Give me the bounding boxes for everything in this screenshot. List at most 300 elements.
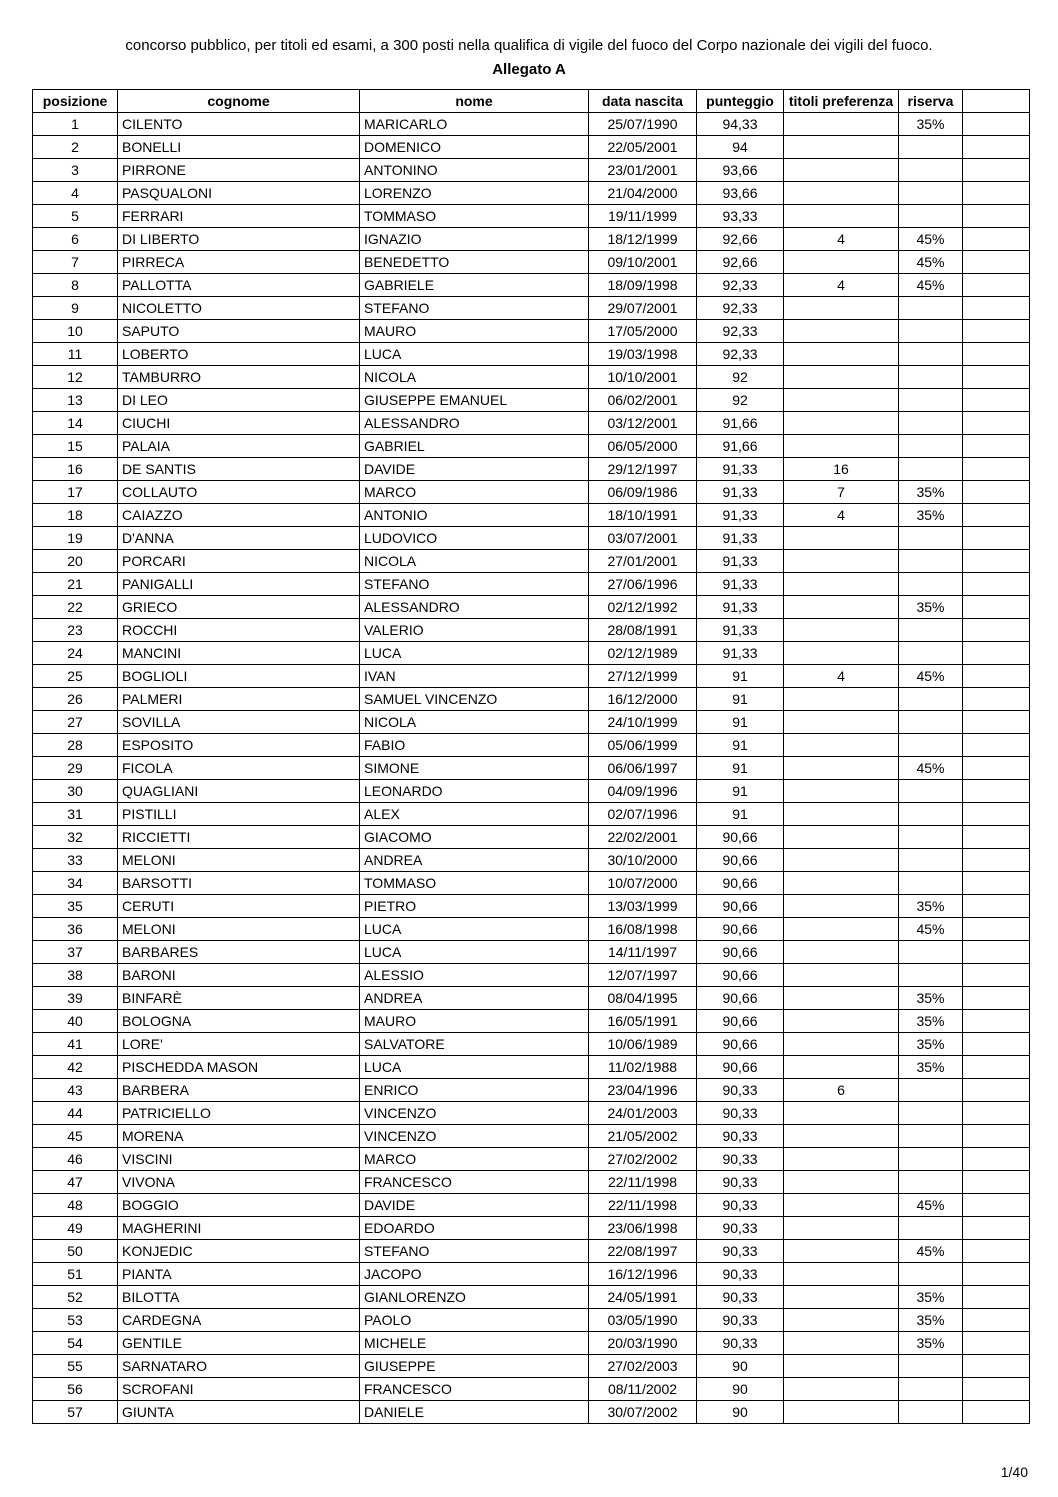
cell-posizione: 15	[33, 435, 118, 458]
cell-data-nascita: 16/05/1991	[589, 1010, 697, 1033]
table-row	[33, 964, 1030, 987]
table-row	[33, 803, 1030, 826]
cell-cognome: CARDEGNA	[118, 1309, 360, 1332]
cell-cognome: D'ANNA	[118, 527, 360, 550]
cell-punteggio: 90,66	[697, 1033, 784, 1056]
cell-empty	[963, 412, 1030, 435]
cell-punteggio: 90,66	[697, 1056, 784, 1079]
cell-titoli-preferenza: 4	[784, 504, 899, 527]
cell-posizione: 24	[33, 642, 118, 665]
cell-data-nascita: 27/02/2002	[589, 1148, 697, 1171]
cell-posizione: 18	[33, 504, 118, 527]
cell-data-nascita: 27/06/1996	[589, 573, 697, 596]
cell-cognome: PASQUALONI	[118, 182, 360, 205]
cell-data-nascita: 30/10/2000	[589, 849, 697, 872]
cell-riserva: 35%	[899, 481, 963, 504]
table-row	[33, 1286, 1030, 1309]
cell-nome: IGNAZIO	[360, 228, 589, 251]
cell-empty	[963, 1033, 1030, 1056]
cell-nome: SAMUEL VINCENZO	[360, 688, 589, 711]
cell-cognome: MAGHERINI	[118, 1217, 360, 1240]
cell-titoli-preferenza	[784, 1056, 899, 1079]
cell-punteggio: 92	[697, 389, 784, 412]
cell-punteggio: 90	[697, 1401, 784, 1424]
cell-riserva	[899, 205, 963, 228]
cell-titoli-preferenza	[784, 688, 899, 711]
cell-data-nascita: 19/03/1998	[589, 343, 697, 366]
cell-nome: LUCA	[360, 941, 589, 964]
cell-punteggio: 90,33	[697, 1263, 784, 1286]
cell-titoli-preferenza	[784, 1171, 899, 1194]
cell-punteggio: 90,66	[697, 918, 784, 941]
table-row	[33, 941, 1030, 964]
cell-empty	[963, 182, 1030, 205]
cell-titoli-preferenza	[784, 320, 899, 343]
header-cognome: cognome	[118, 90, 360, 113]
cell-posizione: 27	[33, 711, 118, 734]
cell-nome: NICOLA	[360, 550, 589, 573]
cell-titoli-preferenza	[784, 619, 899, 642]
cell-punteggio: 90,33	[697, 1332, 784, 1355]
table-row	[33, 435, 1030, 458]
cell-titoli-preferenza	[784, 734, 899, 757]
cell-empty	[963, 1056, 1030, 1079]
cell-titoli-preferenza	[784, 527, 899, 550]
cell-titoli-preferenza	[784, 1401, 899, 1424]
cell-data-nascita: 28/08/1991	[589, 619, 697, 642]
cell-posizione: 21	[33, 573, 118, 596]
header-nome: nome	[360, 90, 589, 113]
table-row	[33, 228, 1030, 251]
table-row	[33, 1378, 1030, 1401]
cell-data-nascita: 25/07/1990	[589, 113, 697, 136]
cell-titoli-preferenza	[784, 803, 899, 826]
cell-posizione: 38	[33, 964, 118, 987]
ranking-table	[32, 89, 1030, 1424]
cell-punteggio: 92,66	[697, 251, 784, 274]
cell-posizione: 37	[33, 941, 118, 964]
cell-titoli-preferenza	[784, 826, 899, 849]
cell-punteggio: 91,33	[697, 619, 784, 642]
cell-cognome: DI LEO	[118, 389, 360, 412]
cell-empty	[963, 826, 1030, 849]
cell-posizione: 20	[33, 550, 118, 573]
cell-posizione: 42	[33, 1056, 118, 1079]
cell-data-nascita: 13/03/1999	[589, 895, 697, 918]
cell-riserva: 35%	[899, 1056, 963, 1079]
cell-nome: LORENZO	[360, 182, 589, 205]
cell-empty	[963, 734, 1030, 757]
cell-nome: STEFANO	[360, 297, 589, 320]
cell-empty	[963, 274, 1030, 297]
cell-nome: EDOARDO	[360, 1217, 589, 1240]
cell-titoli-preferenza	[784, 849, 899, 872]
cell-nome: MARICARLO	[360, 113, 589, 136]
cell-riserva	[899, 1378, 963, 1401]
cell-data-nascita: 23/04/1996	[589, 1079, 697, 1102]
cell-titoli-preferenza	[784, 895, 899, 918]
cell-riserva: 45%	[899, 274, 963, 297]
cell-riserva	[899, 1355, 963, 1378]
cell-punteggio: 90,66	[697, 1010, 784, 1033]
table-row	[33, 573, 1030, 596]
cell-titoli-preferenza	[784, 1148, 899, 1171]
cell-nome: ANTONINO	[360, 159, 589, 182]
cell-data-nascita: 24/01/2003	[589, 1102, 697, 1125]
cell-data-nascita: 03/07/2001	[589, 527, 697, 550]
cell-cognome: PALLOTTA	[118, 274, 360, 297]
cell-data-nascita: 30/07/2002	[589, 1401, 697, 1424]
cell-nome: ALEX	[360, 803, 589, 826]
cell-posizione: 49	[33, 1217, 118, 1240]
cell-empty	[963, 366, 1030, 389]
cell-posizione: 7	[33, 251, 118, 274]
cell-titoli-preferenza	[784, 343, 899, 366]
cell-titoli-preferenza: 4	[784, 665, 899, 688]
cell-punteggio: 90,33	[697, 1286, 784, 1309]
cell-punteggio: 92,33	[697, 274, 784, 297]
header-posizione: posizione	[33, 90, 118, 113]
table-row	[33, 895, 1030, 918]
cell-posizione: 34	[33, 872, 118, 895]
cell-empty	[963, 1171, 1030, 1194]
cell-punteggio: 91	[697, 665, 784, 688]
cell-posizione: 57	[33, 1401, 118, 1424]
cell-posizione: 50	[33, 1240, 118, 1263]
cell-titoli-preferenza: 7	[784, 481, 899, 504]
cell-cognome: CILENTO	[118, 113, 360, 136]
document-title: concorso pubblico, per titoli ed esami, a 300 posti nella qualifica di vigile del fuoco del Corpo nazionale dei vigili del fuoco.	[125, 37, 933, 54]
cell-punteggio: 93,66	[697, 182, 784, 205]
cell-riserva	[899, 849, 963, 872]
cell-cognome: BARONI	[118, 964, 360, 987]
table-row	[33, 665, 1030, 688]
cell-empty	[963, 435, 1030, 458]
cell-data-nascita: 22/11/1998	[589, 1171, 697, 1194]
cell-posizione: 16	[33, 458, 118, 481]
cell-empty	[963, 320, 1030, 343]
cell-nome: ALESSANDRO	[360, 412, 589, 435]
cell-nome: DOMENICO	[360, 136, 589, 159]
cell-riserva	[899, 1171, 963, 1194]
table-row	[33, 1102, 1030, 1125]
cell-punteggio: 94	[697, 136, 784, 159]
cell-data-nascita: 22/05/2001	[589, 136, 697, 159]
cell-riserva	[899, 711, 963, 734]
cell-empty	[963, 964, 1030, 987]
cell-data-nascita: 06/02/2001	[589, 389, 697, 412]
cell-riserva	[899, 872, 963, 895]
cell-data-nascita: 18/10/1991	[589, 504, 697, 527]
cell-nome: ALESSANDRO	[360, 596, 589, 619]
header-empty	[963, 90, 1030, 113]
cell-empty	[963, 504, 1030, 527]
cell-riserva: 35%	[899, 1286, 963, 1309]
table-row	[33, 987, 1030, 1010]
cell-nome: VINCENZO	[360, 1125, 589, 1148]
cell-nome: NICOLA	[360, 366, 589, 389]
cell-punteggio: 91	[697, 711, 784, 734]
cell-titoli-preferenza	[784, 136, 899, 159]
cell-empty	[963, 297, 1030, 320]
cell-punteggio: 90,66	[697, 849, 784, 872]
table-row	[33, 757, 1030, 780]
table-row	[33, 1194, 1030, 1217]
cell-riserva	[899, 573, 963, 596]
cell-riserva: 45%	[899, 757, 963, 780]
cell-data-nascita: 18/12/1999	[589, 228, 697, 251]
cell-cognome: NICOLETTO	[118, 297, 360, 320]
cell-riserva: 45%	[899, 1240, 963, 1263]
cell-posizione: 13	[33, 389, 118, 412]
cell-punteggio: 90,33	[697, 1217, 784, 1240]
table-row	[33, 251, 1030, 274]
cell-cognome: KONJEDIC	[118, 1240, 360, 1263]
cell-cognome: BILOTTA	[118, 1286, 360, 1309]
cell-punteggio: 90,33	[697, 1125, 784, 1148]
cell-empty	[963, 136, 1030, 159]
cell-nome: DAVIDE	[360, 1194, 589, 1217]
cell-punteggio: 94,33	[697, 113, 784, 136]
cell-data-nascita: 06/05/2000	[589, 435, 697, 458]
cell-empty	[963, 481, 1030, 504]
cell-nome: ANDREA	[360, 849, 589, 872]
cell-empty	[963, 918, 1030, 941]
cell-cognome: GRIECO	[118, 596, 360, 619]
cell-titoli-preferenza	[784, 389, 899, 412]
cell-posizione: 41	[33, 1033, 118, 1056]
cell-cognome: DE SANTIS	[118, 458, 360, 481]
cell-punteggio: 90,33	[697, 1240, 784, 1263]
cell-cognome: BARBARES	[118, 941, 360, 964]
cell-nome: PAOLO	[360, 1309, 589, 1332]
cell-cognome: MANCINI	[118, 642, 360, 665]
cell-cognome: LORE'	[118, 1033, 360, 1056]
cell-posizione: 44	[33, 1102, 118, 1125]
cell-cognome: CIUCHI	[118, 412, 360, 435]
table-row	[33, 527, 1030, 550]
cell-nome: LUCA	[360, 1056, 589, 1079]
cell-nome: ANDREA	[360, 987, 589, 1010]
cell-titoli-preferenza	[784, 711, 899, 734]
table-row	[33, 826, 1030, 849]
cell-cognome: SAPUTO	[118, 320, 360, 343]
cell-data-nascita: 08/11/2002	[589, 1378, 697, 1401]
cell-posizione: 23	[33, 619, 118, 642]
table-row	[33, 688, 1030, 711]
cell-nome: IVAN	[360, 665, 589, 688]
table-row	[33, 642, 1030, 665]
cell-nome: MARCO	[360, 1148, 589, 1171]
cell-empty	[963, 895, 1030, 918]
cell-titoli-preferenza: 6	[784, 1079, 899, 1102]
cell-punteggio: 90	[697, 1355, 784, 1378]
cell-cognome: MELONI	[118, 849, 360, 872]
cell-posizione: 43	[33, 1079, 118, 1102]
cell-data-nascita: 27/01/2001	[589, 550, 697, 573]
cell-punteggio: 90,33	[697, 1079, 784, 1102]
cell-posizione: 36	[33, 918, 118, 941]
cell-cognome: COLLAUTO	[118, 481, 360, 504]
cell-titoli-preferenza	[784, 642, 899, 665]
cell-cognome: MELONI	[118, 918, 360, 941]
cell-titoli-preferenza	[784, 1355, 899, 1378]
cell-riserva: 45%	[899, 1194, 963, 1217]
cell-cognome: PALAIA	[118, 435, 360, 458]
cell-titoli-preferenza	[784, 780, 899, 803]
cell-cognome: BOLOGNA	[118, 1010, 360, 1033]
cell-nome: BENEDETTO	[360, 251, 589, 274]
cell-nome: ENRICO	[360, 1079, 589, 1102]
cell-nome: LUDOVICO	[360, 527, 589, 550]
cell-data-nascita: 09/10/2001	[589, 251, 697, 274]
cell-titoli-preferenza	[784, 573, 899, 596]
cell-nome: MAURO	[360, 1010, 589, 1033]
cell-titoli-preferenza	[784, 550, 899, 573]
cell-punteggio: 90,66	[697, 941, 784, 964]
cell-punteggio: 91,66	[697, 412, 784, 435]
cell-data-nascita: 21/05/2002	[589, 1125, 697, 1148]
cell-punteggio: 92,33	[697, 297, 784, 320]
cell-empty	[963, 205, 1030, 228]
cell-nome: GIANLORENZO	[360, 1286, 589, 1309]
table-row	[33, 366, 1030, 389]
cell-data-nascita: 24/10/1999	[589, 711, 697, 734]
cell-punteggio: 91,33	[697, 642, 784, 665]
cell-empty	[963, 803, 1030, 826]
cell-empty	[963, 1102, 1030, 1125]
cell-cognome: BOGLIOLI	[118, 665, 360, 688]
cell-riserva	[899, 297, 963, 320]
cell-riserva	[899, 619, 963, 642]
cell-posizione: 52	[33, 1286, 118, 1309]
cell-data-nascita: 16/08/1998	[589, 918, 697, 941]
cell-cognome: FERRARI	[118, 205, 360, 228]
cell-punteggio: 90,66	[697, 964, 784, 987]
cell-nome: DANIELE	[360, 1401, 589, 1424]
cell-cognome: CAIAZZO	[118, 504, 360, 527]
cell-empty	[963, 1332, 1030, 1355]
cell-empty	[963, 1286, 1030, 1309]
cell-empty	[963, 941, 1030, 964]
cell-riserva	[899, 389, 963, 412]
table-row	[33, 1401, 1030, 1424]
cell-posizione: 19	[33, 527, 118, 550]
cell-cognome: BARBERA	[118, 1079, 360, 1102]
cell-punteggio: 90,66	[697, 987, 784, 1010]
cell-nome: FRANCESCO	[360, 1378, 589, 1401]
cell-posizione: 45	[33, 1125, 118, 1148]
table-row	[33, 619, 1030, 642]
cell-cognome: PIRRECA	[118, 251, 360, 274]
cell-data-nascita: 11/02/1988	[589, 1056, 697, 1079]
cell-punteggio: 90	[697, 1378, 784, 1401]
cell-cognome: FICOLA	[118, 757, 360, 780]
cell-empty	[963, 1217, 1030, 1240]
header-titoli-preferenza: titoli preferenza	[784, 90, 899, 113]
cell-titoli-preferenza	[784, 987, 899, 1010]
table-row	[33, 1010, 1030, 1033]
cell-riserva	[899, 688, 963, 711]
cell-titoli-preferenza	[784, 1309, 899, 1332]
cell-riserva	[899, 458, 963, 481]
cell-nome: ALESSIO	[360, 964, 589, 987]
cell-empty	[963, 159, 1030, 182]
cell-nome: MAURO	[360, 320, 589, 343]
header-riserva: riserva	[899, 90, 963, 113]
table-row	[33, 734, 1030, 757]
cell-punteggio: 91	[697, 757, 784, 780]
cell-nome: NICOLA	[360, 711, 589, 734]
table-row	[33, 1240, 1030, 1263]
cell-punteggio: 91,66	[697, 435, 784, 458]
table-row	[33, 1079, 1030, 1102]
cell-titoli-preferenza	[784, 182, 899, 205]
cell-posizione: 33	[33, 849, 118, 872]
cell-riserva	[899, 159, 963, 182]
cell-empty	[963, 872, 1030, 895]
cell-riserva	[899, 366, 963, 389]
table-row	[33, 596, 1030, 619]
cell-riserva	[899, 182, 963, 205]
cell-punteggio: 92	[697, 366, 784, 389]
cell-titoli-preferenza	[784, 1332, 899, 1355]
cell-cognome: BONELLI	[118, 136, 360, 159]
cell-nome: GIUSEPPE	[360, 1355, 589, 1378]
cell-riserva: 35%	[899, 1309, 963, 1332]
cell-data-nascita: 29/07/2001	[589, 297, 697, 320]
cell-nome: LUCA	[360, 642, 589, 665]
cell-data-nascita: 21/04/2000	[589, 182, 697, 205]
cell-nome: LUCA	[360, 343, 589, 366]
cell-posizione: 12	[33, 366, 118, 389]
cell-punteggio: 93,66	[697, 159, 784, 182]
cell-posizione: 2	[33, 136, 118, 159]
table-row	[33, 458, 1030, 481]
cell-data-nascita: 16/12/1996	[589, 1263, 697, 1286]
cell-punteggio: 91	[697, 734, 784, 757]
cell-data-nascita: 12/07/1997	[589, 964, 697, 987]
cell-data-nascita: 22/02/2001	[589, 826, 697, 849]
cell-riserva	[899, 1217, 963, 1240]
cell-cognome: BINFARÈ	[118, 987, 360, 1010]
cell-nome: GIACOMO	[360, 826, 589, 849]
table-row	[33, 412, 1030, 435]
cell-punteggio: 92,66	[697, 228, 784, 251]
cell-riserva	[899, 343, 963, 366]
cell-posizione: 29	[33, 757, 118, 780]
cell-empty	[963, 1263, 1030, 1286]
cell-nome: GABRIEL	[360, 435, 589, 458]
cell-empty	[963, 849, 1030, 872]
cell-cognome: BARSOTTI	[118, 872, 360, 895]
cell-posizione: 54	[33, 1332, 118, 1355]
cell-titoli-preferenza	[784, 297, 899, 320]
table-row	[33, 1171, 1030, 1194]
cell-posizione: 1	[33, 113, 118, 136]
cell-titoli-preferenza	[784, 1125, 899, 1148]
cell-posizione: 53	[33, 1309, 118, 1332]
cell-nome: MICHELE	[360, 1332, 589, 1355]
cell-riserva	[899, 1263, 963, 1286]
cell-empty	[963, 688, 1030, 711]
cell-riserva: 35%	[899, 1332, 963, 1355]
cell-punteggio: 91,33	[697, 527, 784, 550]
cell-riserva	[899, 1401, 963, 1424]
table-row	[33, 113, 1030, 136]
cell-posizione: 10	[33, 320, 118, 343]
cell-cognome: PIRRONE	[118, 159, 360, 182]
